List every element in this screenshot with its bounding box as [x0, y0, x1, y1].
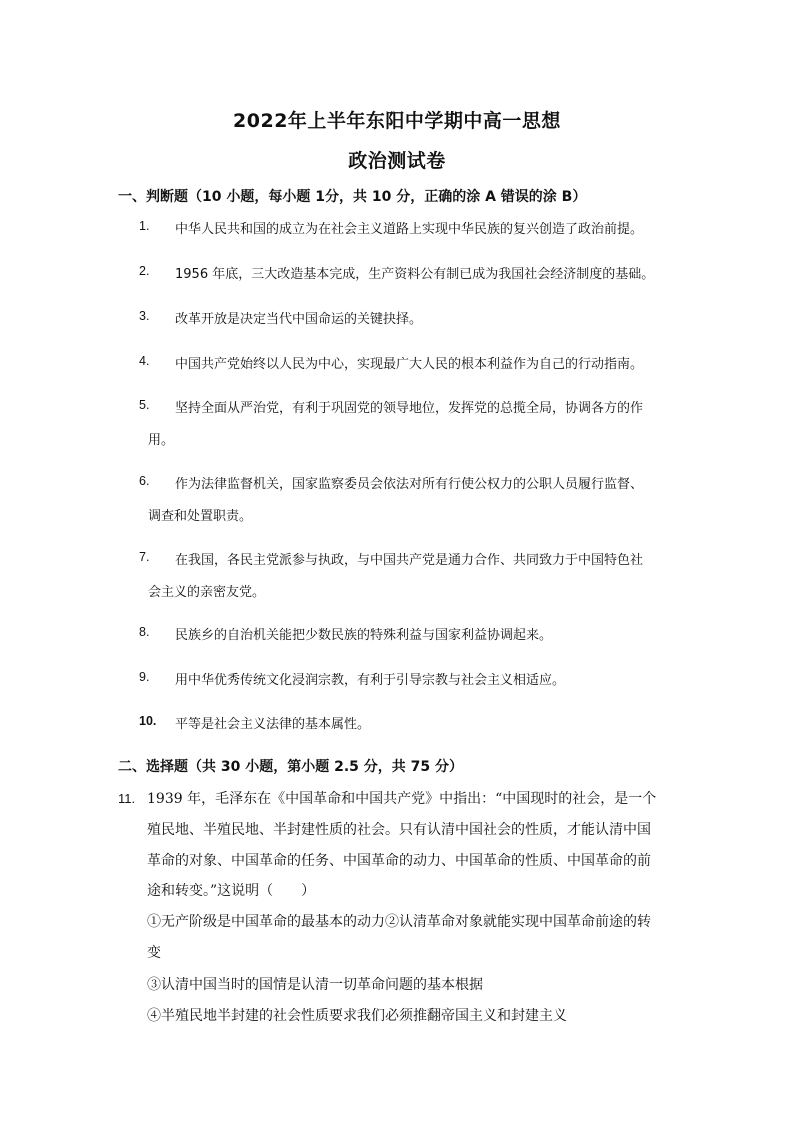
item-text: 在我国，各民主党派参与执政，与中国共产党是通力合作、共同致力于中国特色社 [175, 553, 644, 568]
item-text: 坚持全面从严治党，有利于巩固党的领导地位，发挥党的总揽全局，协调各方的作 [175, 401, 644, 416]
exam-title-line2: 政治测试卷 [348, 150, 446, 172]
item-text: 中华人民共和国的成立为在社会主义道路上实现中华民族的复兴创造了政治前提。 [175, 222, 644, 237]
question-option-line: 变 [147, 945, 161, 961]
item-number: 10. [139, 714, 157, 728]
item-number: 3. [139, 309, 150, 323]
question-text-line: 1939 年，毛泽东在《中国革命和中国共产党》中指出：“中国现时的社会，是一个 [147, 791, 657, 807]
exam-title-line1: 2022年上半年东阳中学期中高一思想 [233, 110, 561, 132]
item-text-continued: 会主义的亲密友党。 [148, 585, 266, 600]
item-number: 4. [139, 354, 150, 368]
item-text: 中国共产党始终以人民为中心，实现最广大人民的根本利益作为自己的行动指南。 [175, 357, 644, 372]
question-number: 11. [118, 791, 136, 806]
item-text: 改革开放是决定当代中国命运的关键抉择。 [175, 312, 423, 327]
question-text-line: 殖民地、半殖民地、半封建性质的社会。只有认清中国社会的性质，才能认清中国 [147, 822, 651, 838]
item-number: 8. [139, 625, 150, 639]
question-option-line: ④半殖民地半封建的社会性质要求我们必须推翻帝国主义和封建主义 [147, 1008, 567, 1024]
item-number: 7. [139, 550, 150, 564]
section2-heading: 二、选择题（共 30 小题，第小题 2.5 分，共 75 分） [118, 759, 464, 775]
question-option-line: ③认清中国当时的国情是认清一切革命问题的基本根据 [147, 977, 483, 993]
item-number: 1. [139, 219, 150, 233]
item-number: 2. [139, 264, 150, 278]
question-text-line: 途和转变。”这说明（ ） [147, 883, 316, 899]
item-text: 平等是社会主义法律的基本属性。 [175, 717, 371, 732]
item-text-continued: 用。 [148, 433, 175, 448]
item-text: 民族乡的自治机关能把少数民族的特殊利益与国家利益协调起来。 [175, 628, 553, 643]
question-option-line: ①无产阶级是中国革命的最基本的动力②认清革命对象就能实现中国革命前途的转 [147, 914, 651, 930]
item-number: 5. [139, 398, 150, 412]
section1-heading: 一、判断题（10 小题，每小题 1分，共 10 分，正确的涂 A 错误的涂 B） [118, 189, 587, 205]
item-text: 1956 年底，三大改造基本完成，生产资料公有制已成为我国社会经济制度的基础。 [175, 267, 655, 282]
item-number: 6. [139, 474, 150, 488]
item-text-continued: 调查和处置职责。 [148, 509, 253, 524]
item-text: 用中华优秀传统文化浸润宗教，有利于引导宗教与社会主义相适应。 [175, 673, 566, 688]
item-text: 作为法律监督机关，国家监察委员会依法对所有行使公权力的公职人员履行监督、 [175, 477, 644, 492]
item-number: 9. [139, 670, 150, 684]
question-text-line: 革命的对象、中国革命的任务、中国革命的动力、中国革命的性质、中国革命的前 [147, 853, 651, 869]
